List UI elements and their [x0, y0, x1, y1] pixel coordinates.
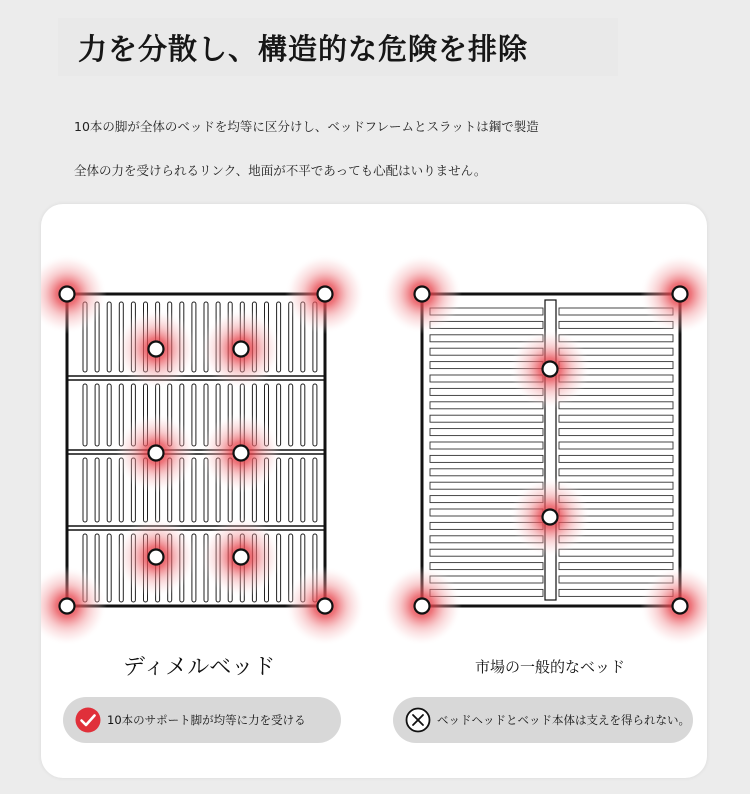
comparison-card	[41, 204, 707, 778]
right-support-leg	[510, 477, 590, 557]
right-feature-pill	[393, 697, 693, 743]
left-feature-text: 10本のサポート脚が均等に力を受ける	[107, 713, 306, 727]
left-support-leg	[116, 309, 196, 389]
left-support-leg	[285, 566, 365, 644]
right-support-leg	[382, 254, 462, 334]
description-line-1: 10本の脚が全体のベッドを均等に区分けし、ベッドフレームとスラットは鋼で製造	[74, 119, 539, 134]
page-title: 力を分散し、構造的な危険を排除	[58, 18, 618, 76]
right-support-leg	[382, 566, 462, 644]
right-feature-text: ベッドヘッドとベッド本体は支えを得られない。	[437, 713, 690, 727]
left-feature-pill	[63, 697, 341, 743]
left-support-leg	[285, 254, 365, 334]
left-support-leg	[201, 413, 281, 493]
left-support-leg	[201, 309, 281, 389]
check-circle-icon	[75, 707, 101, 733]
left-bed-frame	[67, 294, 325, 606]
comparison-illustration	[41, 204, 707, 644]
left-support-leg	[116, 517, 196, 597]
left-support-leg	[201, 517, 281, 597]
left-caption: ディメルベッド	[123, 655, 276, 680]
cross-circle-icon	[405, 707, 431, 733]
description-line-2: 全体の力を受けられるリンク、地面が不平であっても心配はいりません。	[74, 163, 487, 178]
right-caption: 市場の一般的なベッド	[475, 658, 626, 676]
left-support-leg	[116, 413, 196, 493]
right-support-leg	[510, 329, 590, 409]
